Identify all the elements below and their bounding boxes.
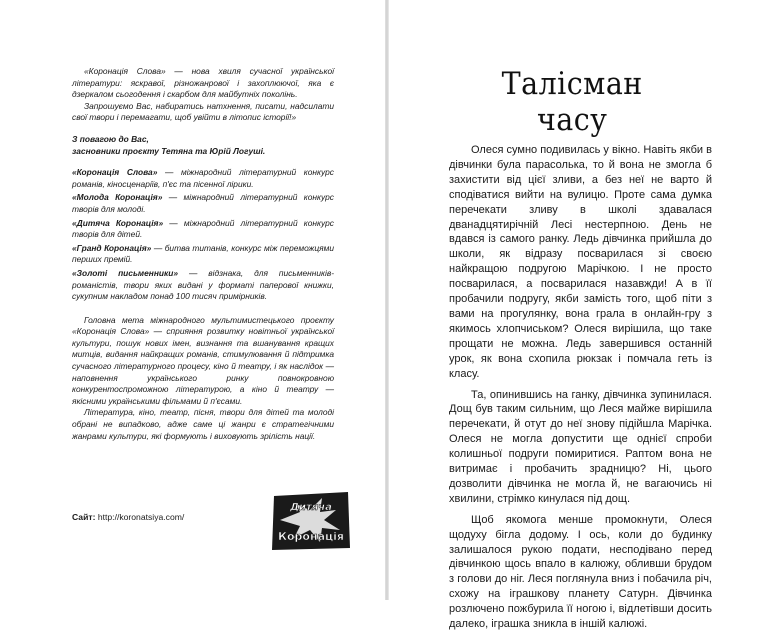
site-line — [72, 512, 272, 522]
contest-item — [72, 218, 334, 241]
contest-item — [72, 167, 334, 190]
contest-desc: — битва титанів, конкурс між переможцями перших премій. — [72, 242, 334, 265]
contest-desc: — міжнародний літературний конкурс творів для молоді. — [72, 192, 334, 214]
story-paragraph: Щоб якомога менше промокнути, Олеся щодуху бігла додому. І ось, коли до будинку залишалося рукою подати, несподівано перед дівчинкою щось впало в калюжу, обливши брудом з голови до ніг. Леся поглянула вниз і побачила річ, схожу на іграшкову планету Сатурн. Дівчинка розлючено пожбурила її ногою і, відлетівши досить далеко, іграшка зникла в іншій калюжі. — [449, 513, 712, 631]
story-title: Талісман часу — [501, 66, 643, 138]
contest-desc: — відзнака, для письменників-романістів, твори яких видані у форматі паперової книжки, сукупним накладом понад 100 тисяч примірників. — [72, 267, 335, 302]
logo-text-bottom: Коронація — [278, 530, 344, 543]
contest-desc: — міжнародний літературний конкурс романів, кіносценаріїв, п'єс та пісенної лірики. — [72, 167, 334, 189]
left-page — [0, 0, 385, 600]
left-page-text — [72, 66, 334, 442]
contest-name: «Молода Коронація» — [72, 192, 163, 203]
goal-paragraph: Головна мета міжнародного мультимистецького проєкту «Коронація Слова» — сприяння розвитку новітньої української культури, пошук нових імен, визнання та вшанування кращих митців, видання найкращих романів, стимулювання й підтримка сучасного літературного процесу, кіно й театру, і як наслідок — наповнення українського ринку повнокровною конкурентоспроможною літературою, а кіно й театру — якісними українськими фільмами й п'єсами. — [72, 314, 334, 406]
story-paragraph: Та, опинившись на ганку, дівчинка зупинилася. Дощ був таким сильним, що Леся майже вирішила перечекати, й отут до неї знову підійшла Марічка. Олеся не могла допустити ще однієї спроби колишньої подруги помиритися. Раптом вона не витримає і пробачить зрадницю? Ні, цього дозволити дівчинка не могла й, не вагаючись ні хвилини, стрімко кинулася під дощ. — [449, 388, 712, 505]
conclusion-paragraph: Література, кіно, театр, пісня, твори для дітей та молоді обрані не випадково, адже саме ці жанри є стратегічними жанрами культури, які формують і виховують зрілість нації. — [72, 407, 334, 441]
site-url[interactable]: http://koronatsiya.com/ — [97, 512, 185, 522]
invitation-paragraph: Запрошуємо Вас, набиратись натхнення, писати, надсилати свої твори і перемагати, щоб увійти в літопис історії!» — [72, 100, 334, 123]
signature-line-2: засновники проєкту Тетяна та Юрій Логуші. — [72, 145, 266, 156]
contest-name: «Гранд Коронація» — [72, 242, 152, 253]
kids-coronation-logo — [270, 490, 352, 552]
intro-paragraph: «Коронація Слова» — нова хвиля сучасної української літератури: яскравої, різножанрової і захоплюючої, яка є дзеркалом сьогодення і скарбом для майбутніх поколінь. — [72, 66, 334, 100]
story-paragraph: Олеся сумно подивилась у вікно. Навіть якби в дівчинки була парасолька, то й вона не змогла б захистити від цієї зливи, а без неї не варто й сподіватися вийти на вулицю. Проте сама думка перечекати зливу в школі здавалася дванадцятирічній Лесі нестерпною. День не вдався із самого ранку. Ледь дівчинка прийшла до школи, як відразу посварилася зі своєю найкращою подругою Марічкою. І не просто посварилася, а посварилася назавжди! А в її пробачили подругу, якби замість того, щоб піти з вами на прогулянку, вона грала в онлайн-гру з якимось хлопчиськом? Олеся вирішила, що таке прощати не можна. Ледь завершився останній урок, як вона схопила рюкзак і помчала геть із класу. — [449, 144, 712, 380]
contest-item — [72, 243, 334, 266]
contest-desc: — міжнародний літературний конкурс творів для дітей. — [72, 217, 334, 240]
contest-name: «Коронація Слова» — [72, 167, 158, 178]
site-label: Сайт: — [72, 512, 96, 522]
logo-text-top: Дитяча — [290, 502, 332, 513]
contest-item — [72, 192, 334, 215]
logo-graphic — [270, 490, 352, 552]
contest-item — [72, 268, 334, 303]
story-text — [449, 143, 712, 638]
contest-list — [72, 167, 334, 303]
signature-line-1: З повагою до Вас, — [72, 133, 149, 144]
contest-name: «Дитяча Коронація» — [72, 217, 164, 228]
contest-name: «Золоті письменники» — [72, 267, 179, 278]
